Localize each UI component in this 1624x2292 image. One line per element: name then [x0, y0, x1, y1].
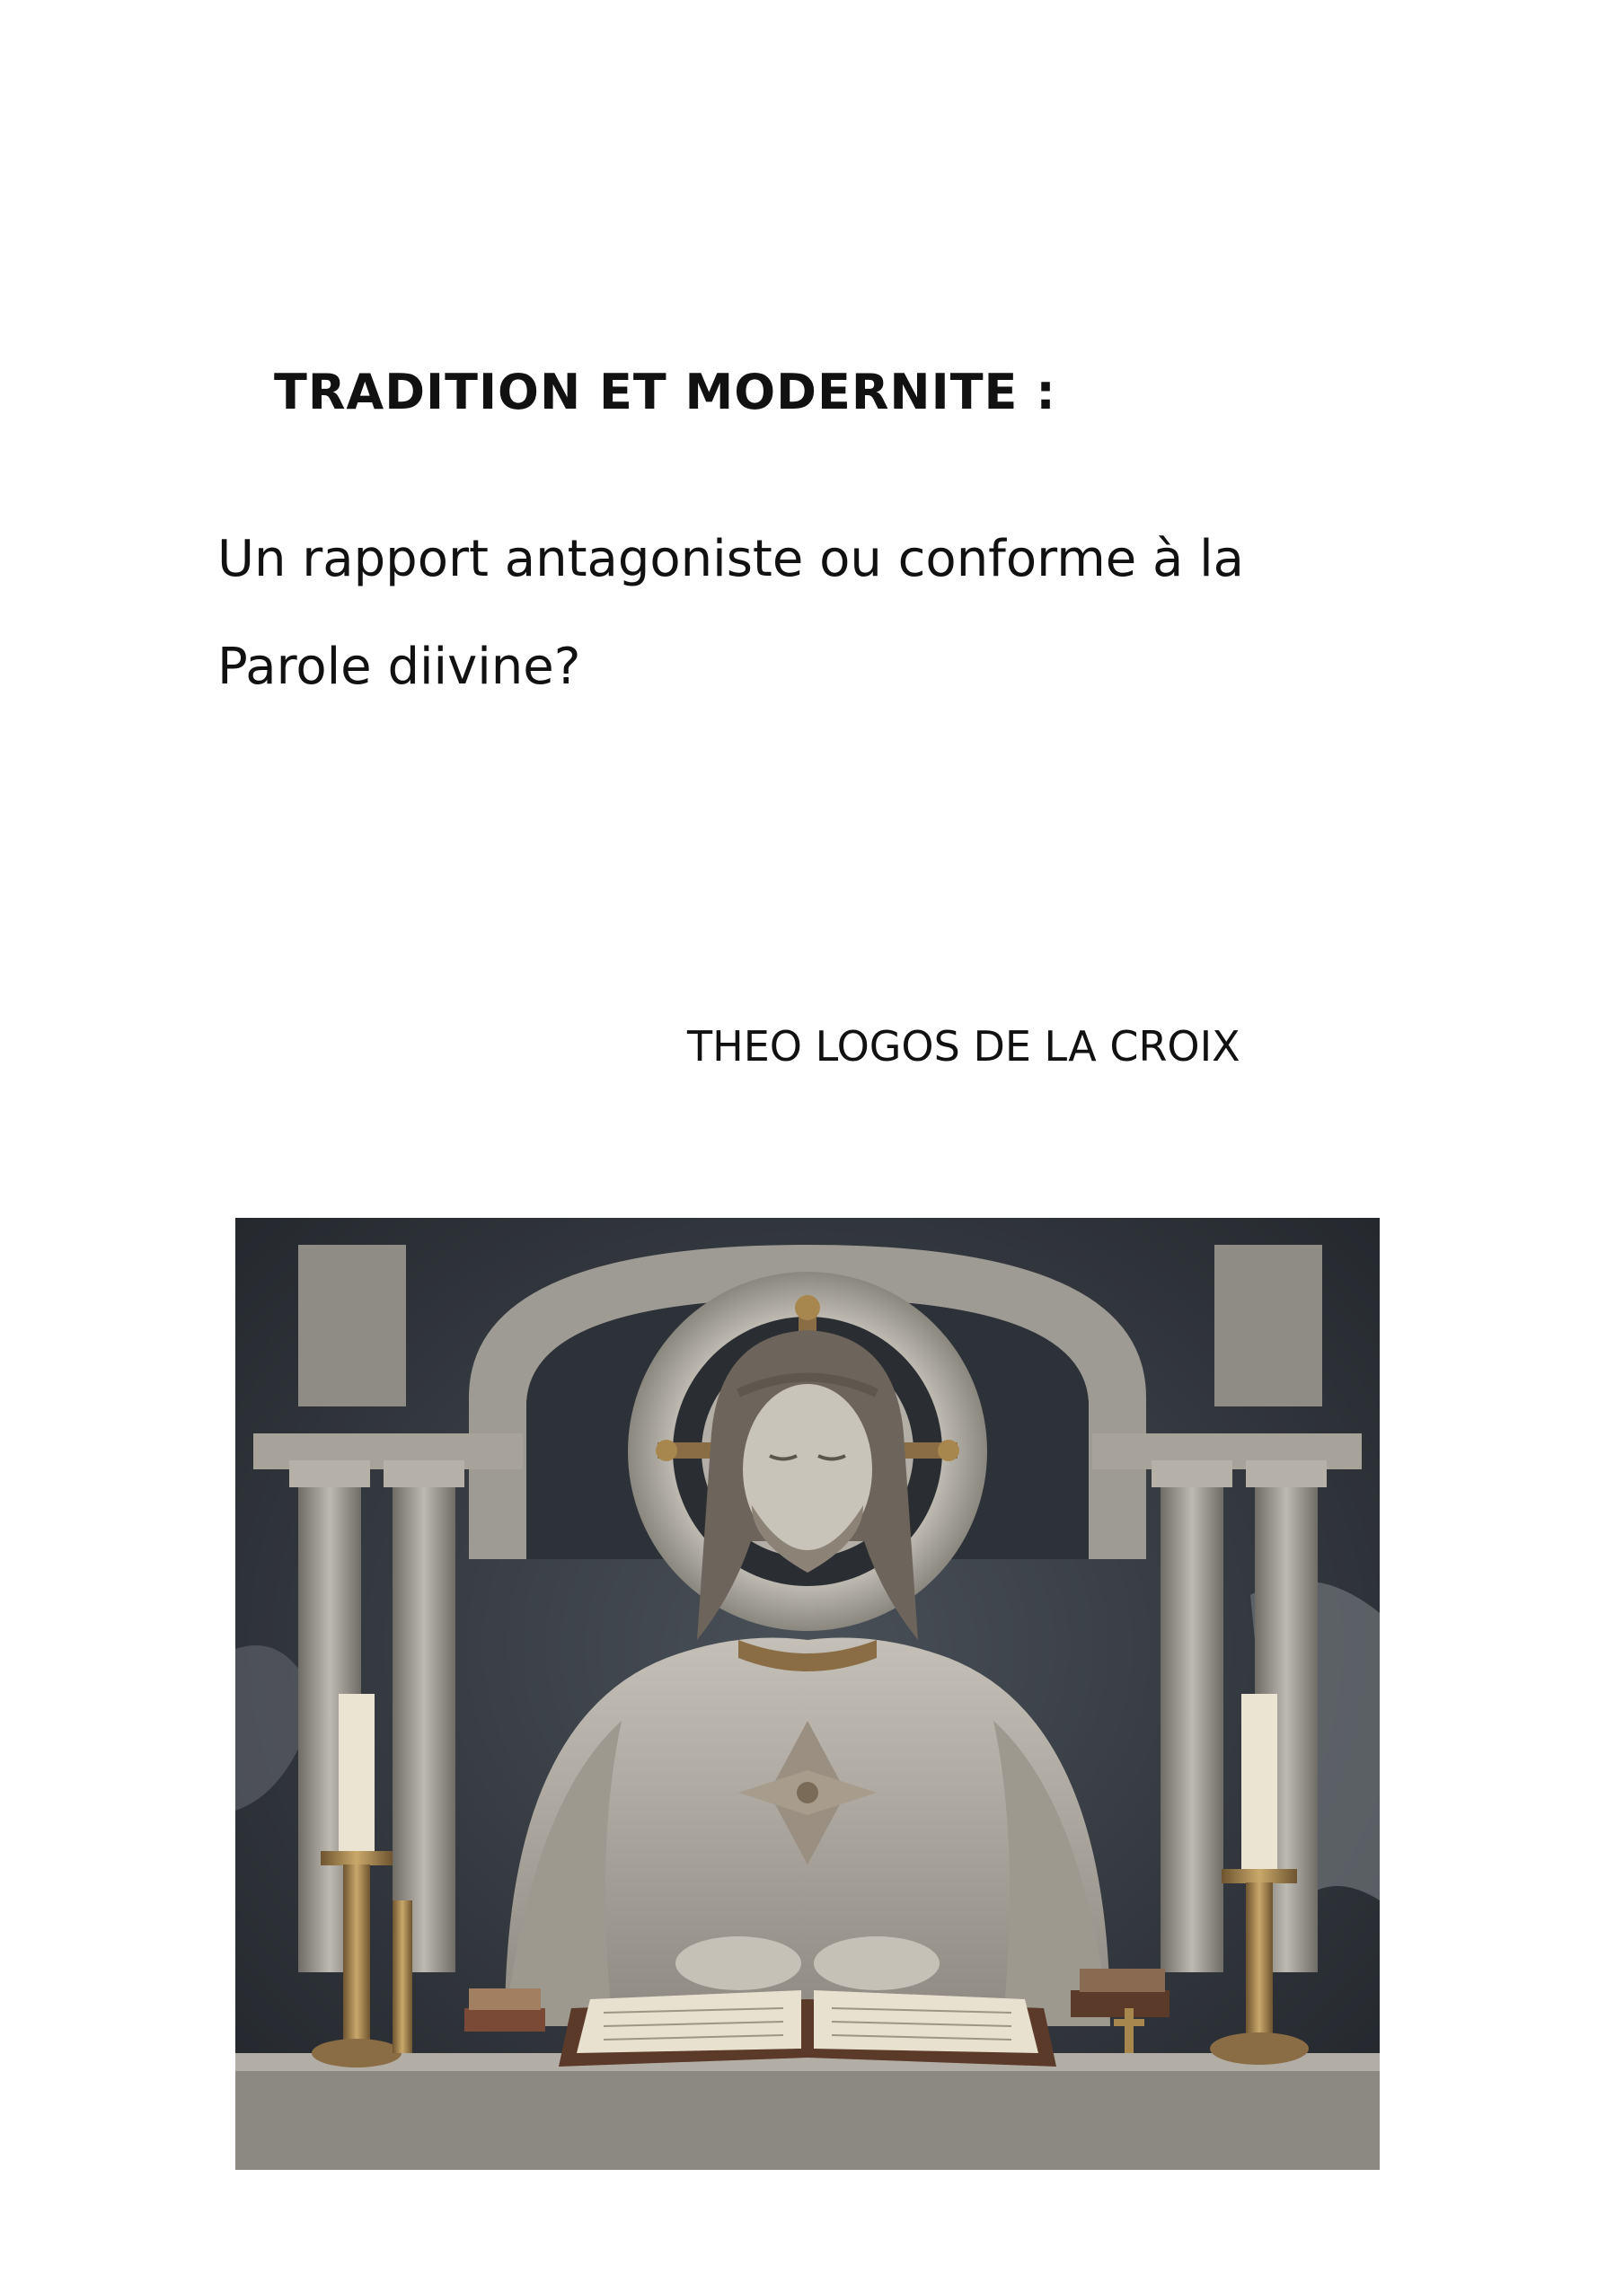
document-subtitle-line-2: Parole diivine?	[217, 638, 581, 696]
author-name: THEO LOGOS DE LA CROIX	[687, 1022, 1240, 1071]
cover-illustration	[235, 1218, 1380, 2170]
document-subtitle-line-1: Un rapport antagoniste ou conforme à la	[217, 530, 1244, 588]
document-title: TRADITION ET MODERNITE :	[274, 364, 1056, 420]
